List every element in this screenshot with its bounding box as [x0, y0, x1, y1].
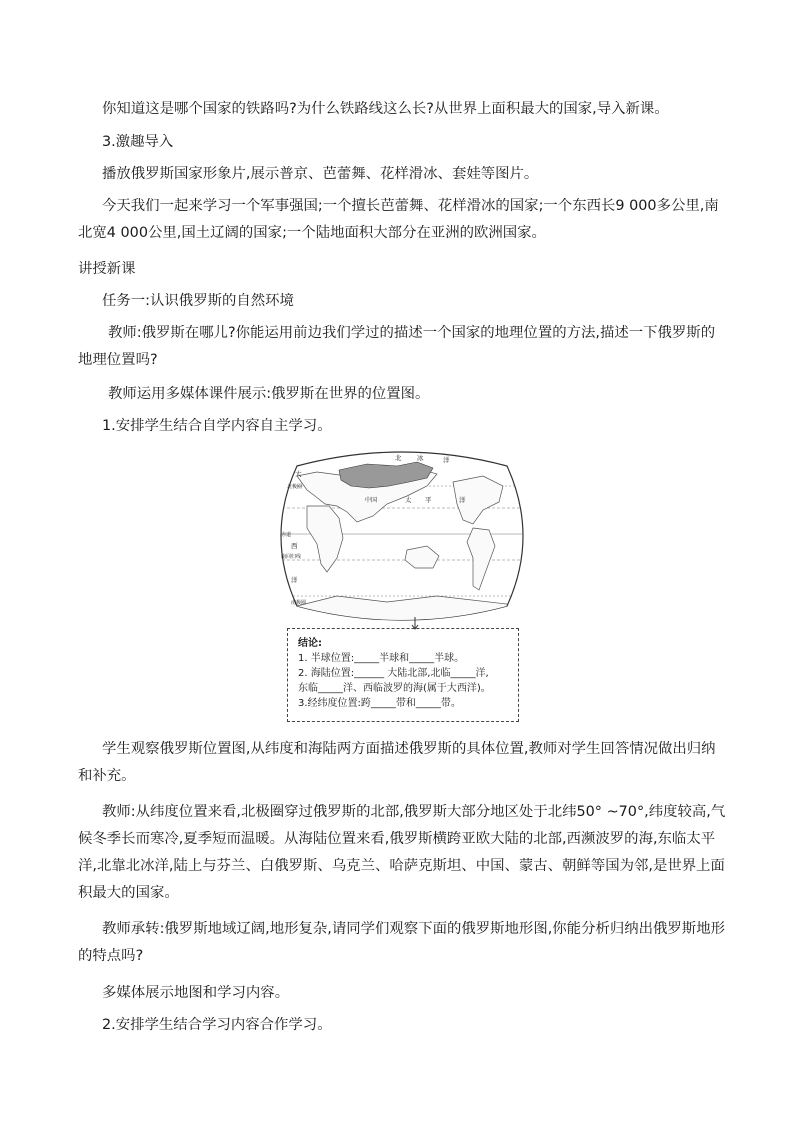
world-map-figure	[277, 446, 527, 626]
label-pacific-1: 太	[405, 496, 412, 504]
conclusion-title: 结论:	[298, 638, 322, 649]
label-chidao: 赤道	[281, 532, 292, 538]
conclusion-line-2: 2. 海陆位置:______ 大陆北部,北临_____洋,	[298, 668, 489, 679]
label-pacific-3: 洋	[459, 496, 466, 504]
paragraph-multimedia-map: 多媒体展示地图和学习内容。	[102, 985, 290, 1001]
label-yang: 洋	[291, 576, 298, 584]
label-nanjiquan: 南极圈	[291, 600, 307, 606]
paragraph-multimedia: 教师运用多媒体课件展示:俄罗斯在世界的位置图。	[108, 386, 430, 402]
label-pacific-2: 平	[425, 496, 432, 504]
label-arctic-1: 北	[395, 454, 402, 462]
heading-task-one: 任务一:认识俄罗斯的自然环境	[102, 293, 294, 309]
paragraph-section-3: 3.激趣导入	[102, 134, 174, 150]
conclusion-line-4: 3.经纬度位置:跨_____带和_____带。	[298, 698, 461, 709]
world-map	[277, 446, 527, 626]
paragraph-teacher-question: 教师:俄罗斯在哪儿?你能运用前边我们学过的描述一个国家的地理位置的方法,描述一下俄罗斯的地理位置吗?	[78, 325, 716, 368]
label-arctic-2: 冰	[417, 454, 424, 462]
paragraph-intro-question: 你知道这是哪个国家的铁路吗?为什么铁路线这么长?从世界上面积最大的国家,导入新课。	[102, 101, 669, 117]
paragraph-video: 播放俄罗斯国家形象片,展示普京、芭蕾舞、花样滑冰、套娃等图片。	[102, 166, 539, 182]
paragraph-step-1: 1.安排学生结合自学内容自主学习。	[102, 418, 332, 434]
label-nanhuigui: 南回归线	[281, 554, 302, 560]
label-arctic-3: 洋	[443, 456, 450, 464]
heading-new-lesson: 讲授新课	[78, 261, 136, 277]
paragraph-teacher-transition: 教师承转:俄罗斯地域辽阔,地形复杂,请同学们观察下面的俄罗斯地形图,你能分析归纳出俄罗斯地形的特点吗?	[78, 921, 725, 964]
label-da: 大	[295, 470, 302, 478]
label-beijixian: 北极圈	[287, 484, 303, 490]
conclusion-box	[287, 628, 519, 722]
conclusion-line-3: 东临_____洋、西临波罗的海(属于大西洋)。	[298, 683, 491, 694]
paragraph-step-2: 2.安排学生结合学习内容合作学习。	[102, 1017, 332, 1033]
label-xi: 西	[291, 542, 298, 550]
paragraph-student-observe: 学生观察俄罗斯位置图,从纬度和海陆两方面描述俄罗斯的具体位置,教师对学生回答情况做出归纳和补充。	[78, 741, 716, 784]
label-china: 中国	[365, 497, 378, 504]
paragraph-teacher-latitude: 教师:从纬度位置来看,北极圈穿过俄罗斯的北部,俄罗斯大部分地区处于北纬50° ~70°,纬度较高,气候冬季长而寒冷,夏季短而温暖。从海陆位置来看,俄罗斯横跨亚欧大陆的北部,西濒波罗的海,东临太平洋,北靠北冰洋,陆上与芬兰、白俄罗斯、乌克兰、哈萨克斯坦、中国、蒙古、朝鲜等国为邻,是世界上面积最大的国家。	[78, 804, 726, 901]
conclusion-line-1: 1. 半球位置:_____半球和_____半球。	[298, 653, 465, 664]
paragraph-today: 今天我们一起来学习一个军事强国;一个擅长芭蕾舞、花样滑冰的国家;一个东西长9 000多公里,南北宽4 000公里,国土辽阔的国家;一个陆地面积大部分在亚洲的欧洲国家。	[78, 198, 719, 241]
